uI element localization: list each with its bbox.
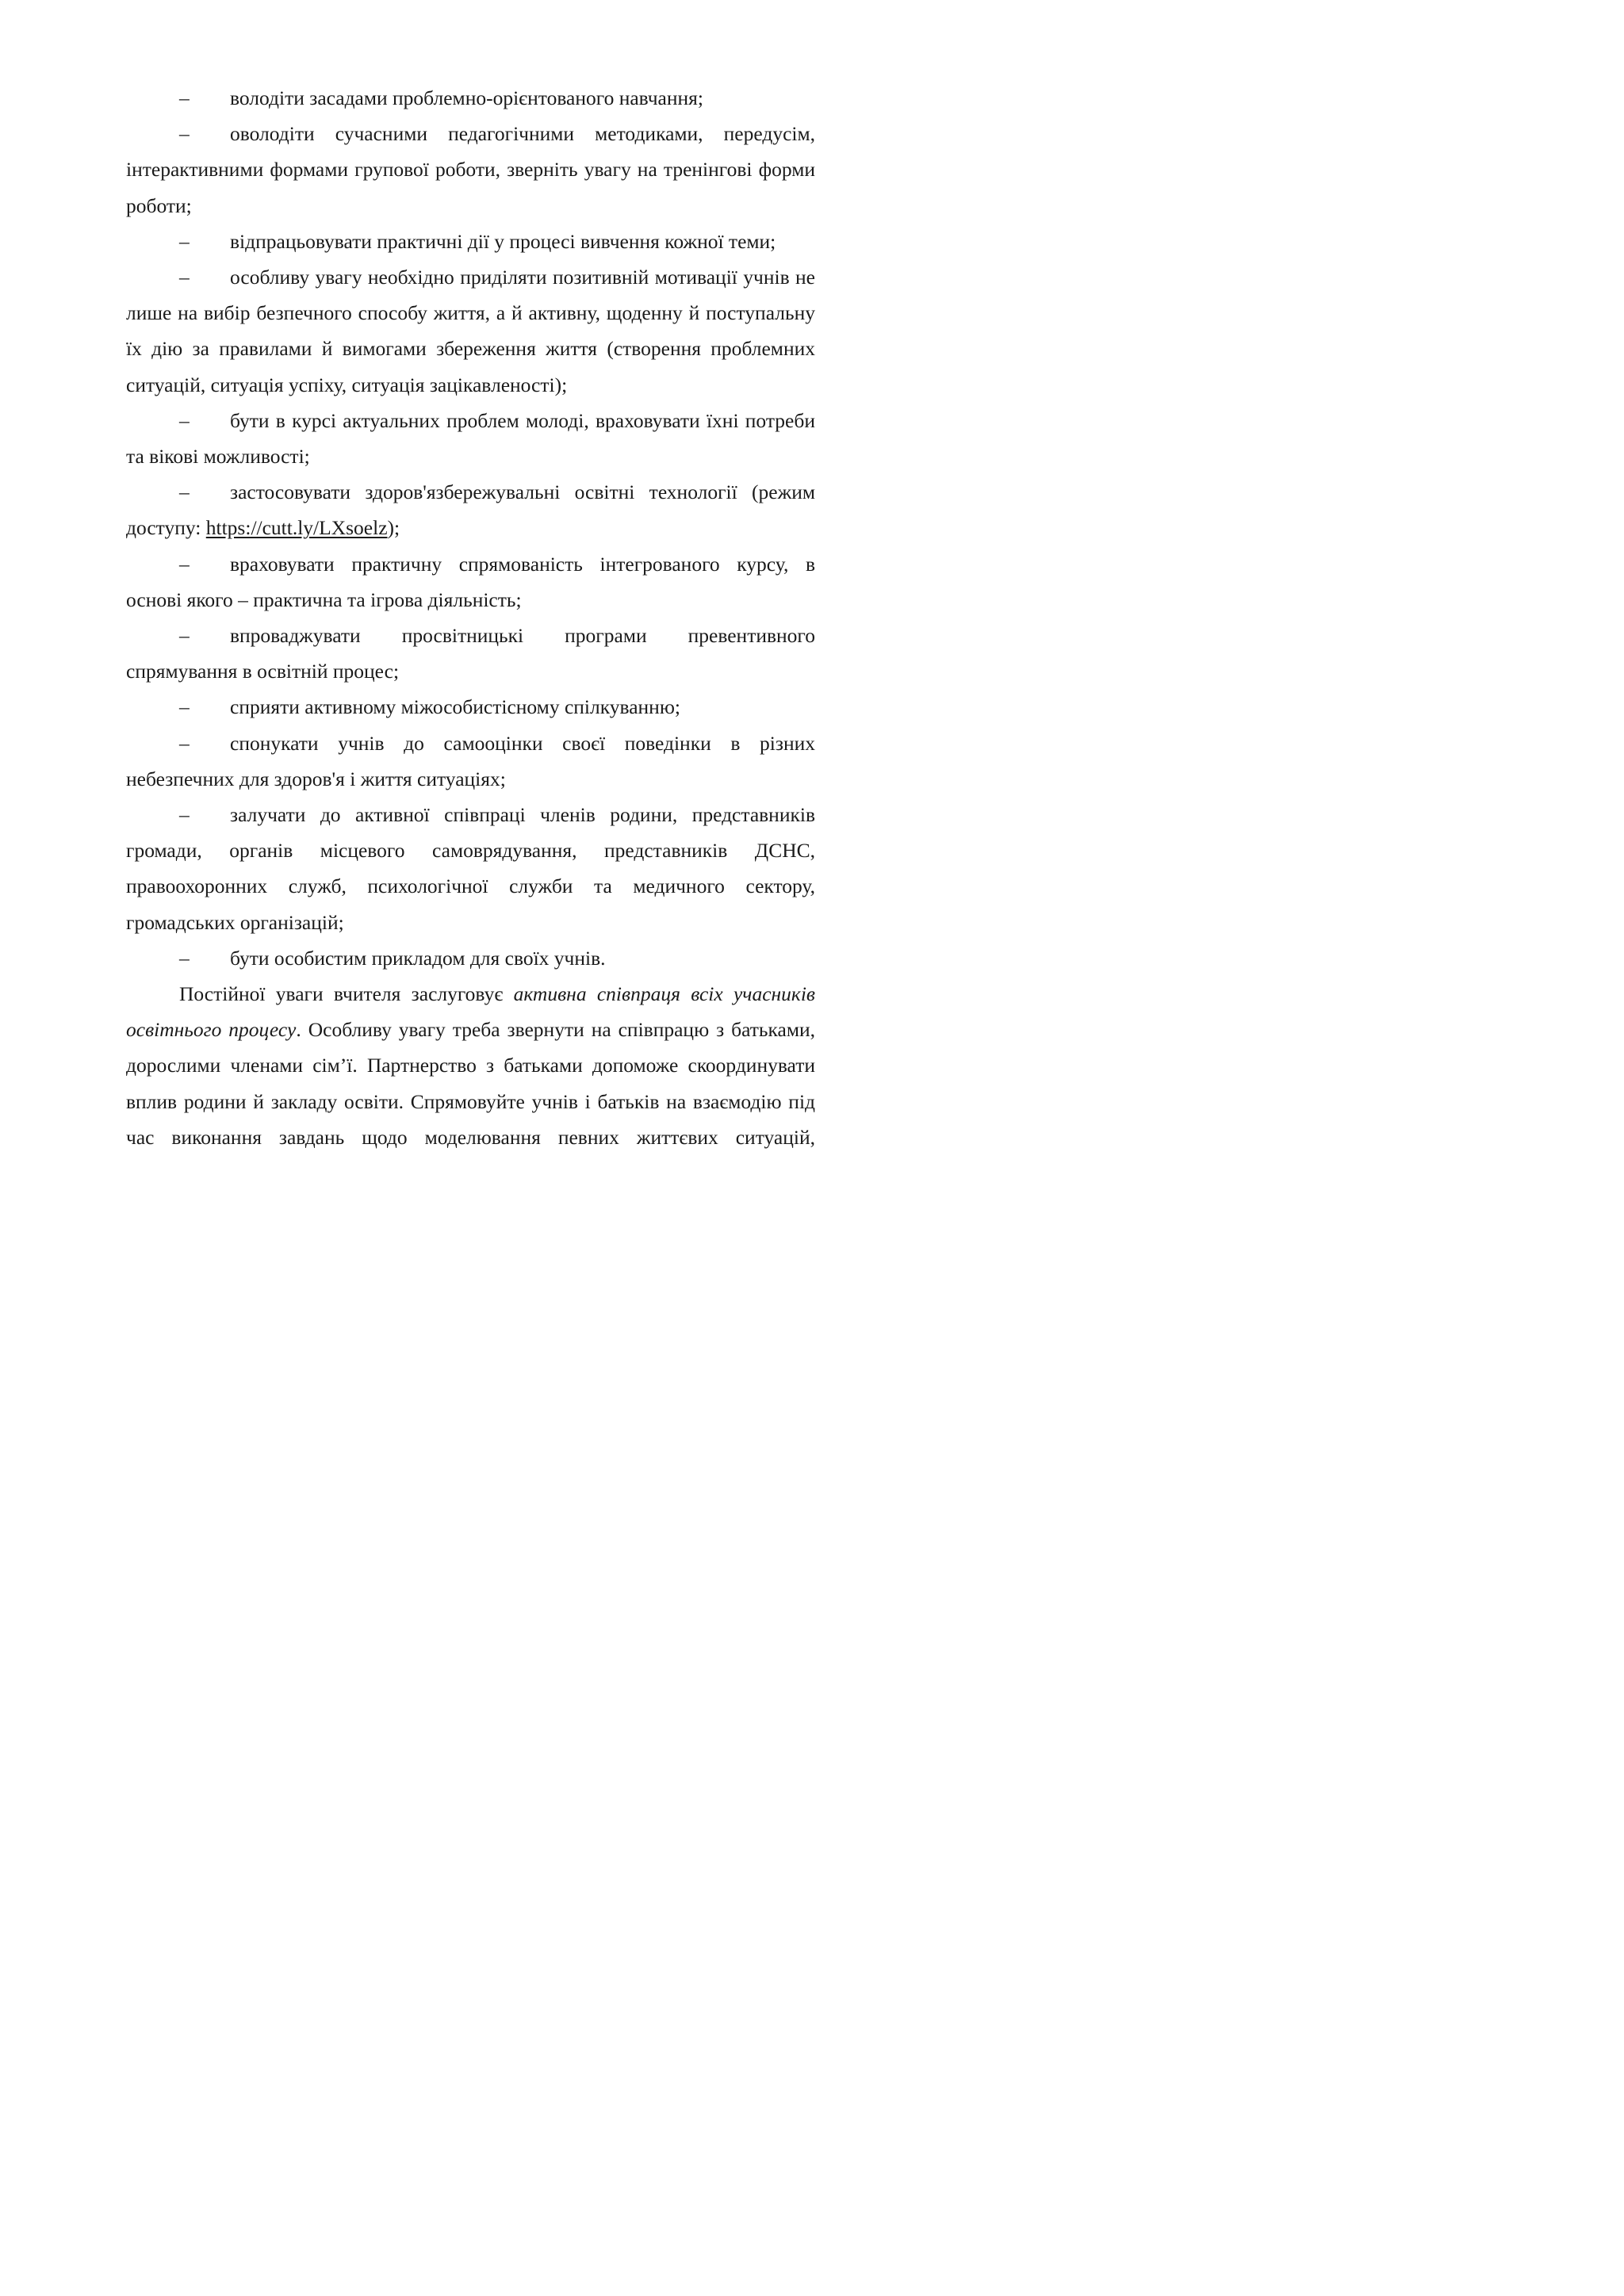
list-item-text: бути особистим прикладом для своїх учнів. [230, 946, 606, 970]
list-item [126, 940, 815, 976]
list-item-text: особливу увагу необхідно приділяти позитивній мотивації учнів не лише на вибір безпечного способу життя, а й активну, щоденну й поступальну їх дію за правилами й вимогами збереження життя (створення проблемних ситуацій, ситуація успіху, ситуація зацікавленості); [126, 266, 815, 396]
list-dash: – [179, 86, 190, 109]
list-item [126, 689, 815, 725]
list-dash: – [179, 624, 190, 648]
list-dash: – [179, 803, 190, 827]
list-item [126, 116, 815, 224]
list-item-text-tail: ); [387, 516, 400, 540]
list-item [126, 259, 815, 403]
list-item [126, 546, 815, 618]
list-dash: – [179, 122, 190, 146]
list-dash: – [179, 408, 190, 432]
emphasized-phrase: активна співпраця всіх учасників освітнього процесу [126, 982, 815, 1042]
paragraph-text-tail: . Особливу увагу треба звернути на співпрацю з батьками, дорослими членами сім’ї. Партнерство з батьками допоможе скоординувати вплив родини й закладу освіти. Спрямовуйте учнів і батьків на взаємодію під час виконання завдань щодо моделювання певних життєвих ситуацій, [126, 1018, 815, 1149]
list-item [126, 618, 815, 689]
list-dash: – [179, 229, 190, 253]
list-item-text: залучати до активної співпраці членів родини, представників громади, органів місцевого самоврядування, представників ДСНС, правоохоронних служб, психологічної служби та медичного сектору, громадських організацій; [126, 803, 815, 934]
list-item [126, 474, 815, 545]
list-item-text: враховувати практичну спрямованість інтегрованого курсу, в основі якого – практична та ігрова діяльність; [126, 552, 815, 611]
list-dash: – [179, 946, 190, 970]
list-item [126, 224, 815, 259]
list-dash: – [179, 695, 190, 719]
list-item-text: спонукати учнів до самооцінки своєї поведінки в різних небезпечних для здоров'я і життя ситуаціях; [126, 731, 815, 790]
list-dash: – [179, 266, 190, 289]
list-item-text: володіти засадами проблемно-орієнтованого навчання; [230, 86, 703, 109]
list-item-text: відпрацьовувати практичні дії у процесі вивчення кожної теми; [230, 229, 776, 253]
paragraph-text: Постійної уваги вчителя заслуговує [179, 982, 514, 1006]
list-item-text: застосовувати здоров'язбережувальні освітні технології (режим доступу: [126, 480, 815, 540]
list-dash: – [179, 552, 190, 576]
list-item [126, 725, 815, 797]
resource-link[interactable]: https://cutt.ly/LXsoelz [205, 516, 388, 540]
list-dash: – [179, 480, 190, 504]
list-dash: – [179, 731, 190, 755]
list-item [126, 403, 815, 474]
body-paragraph [126, 976, 815, 1155]
list-item [126, 80, 815, 116]
list-item-text: оволодіти сучасними педагогічними методиками, передусім, інтерактивними формами групової роботи, зверніть увагу на тренінгові форми роботи; [126, 122, 815, 217]
document-page [0, 0, 872, 1234]
list-item-text: бути в курсі актуальних проблем молоді, враховувати їхні потреби та вікові можливості; [126, 408, 815, 469]
list-item-text: впроваджувати просвітницькі програми превентивного спрямування в освітній процес; [126, 624, 815, 683]
list-item-text: сприяти активному міжособистісному спілкуванню; [230, 695, 680, 719]
list-item [126, 797, 815, 940]
